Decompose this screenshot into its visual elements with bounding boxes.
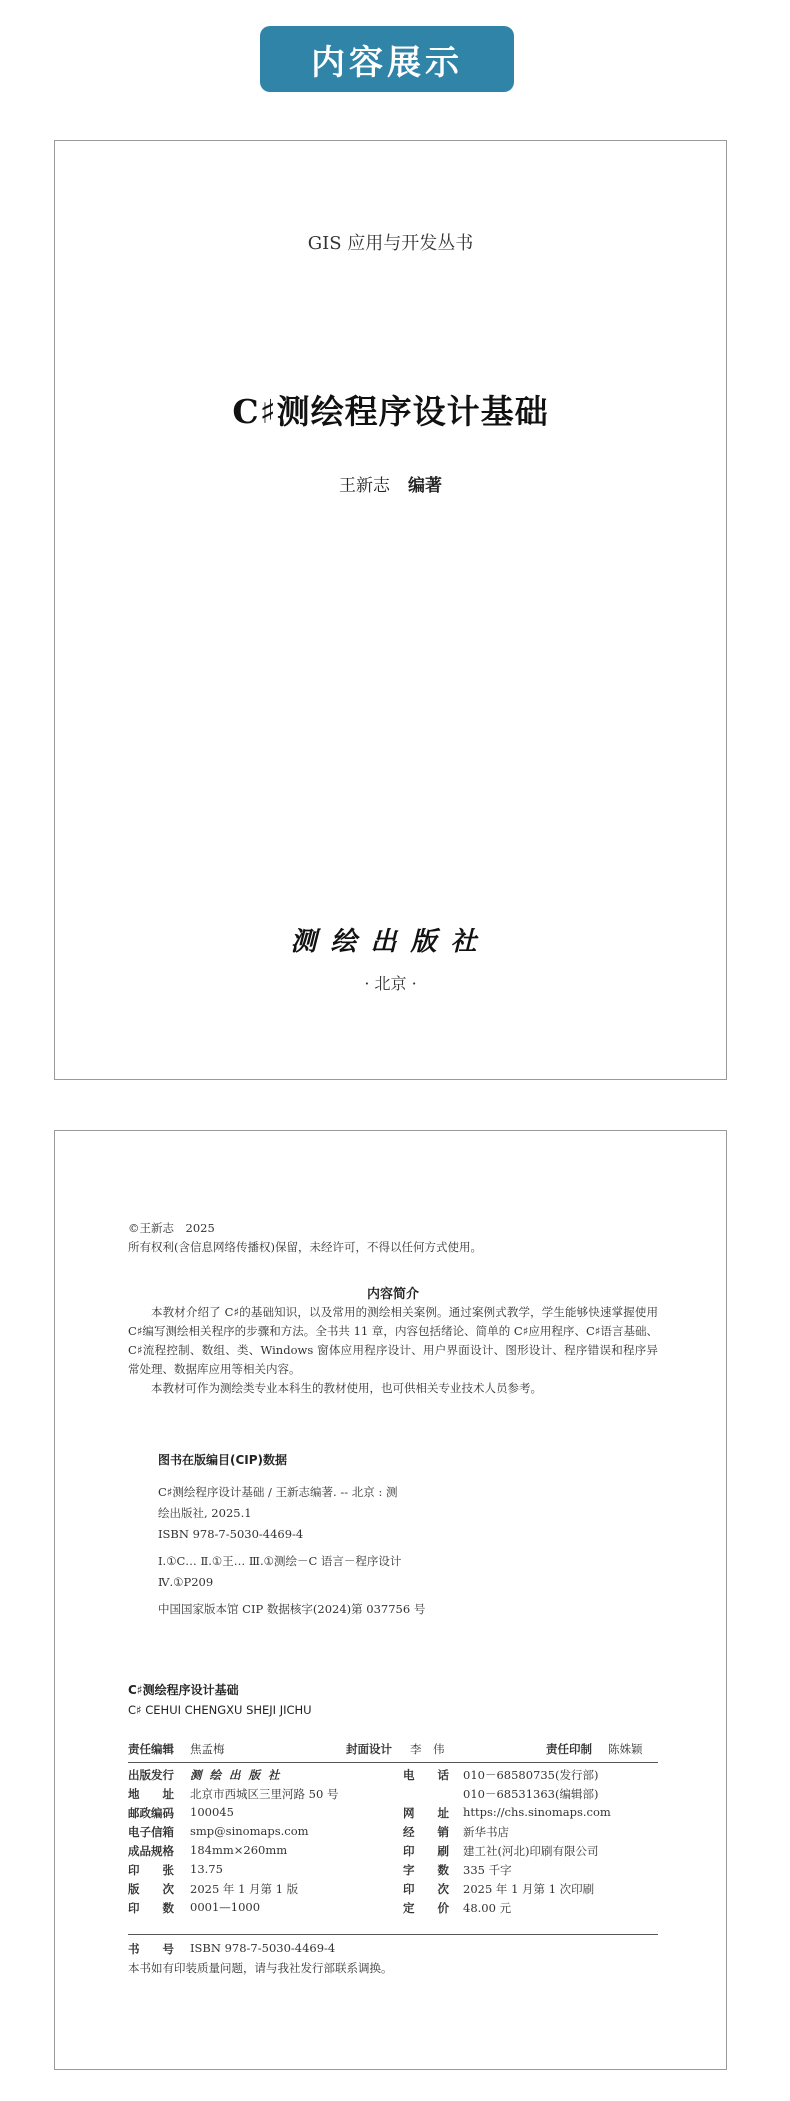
info-value-left: 测 绘 出 版 社: [190, 1768, 282, 1782]
designer-name: 李 伟: [410, 1742, 445, 1756]
info-value-right: 010－68531363(编辑部): [463, 1787, 599, 1801]
cip-line: C♯测绘程序设计基础 / 王新志编著. -- 北京 : 测: [158, 1485, 398, 1499]
info-label-right: 电 话: [403, 1768, 449, 1782]
isbn-value: ISBN 978-7-5030-4469-4: [190, 1941, 336, 1955]
intro-paragraph: 本教材介绍了 C♯的基础知识，以及常用的测绘相关案例。通过案例式教学，学生能够快速掌握使用 C♯编写测绘相关程序的步骤和方法。全书共 11 章，内容包括绪论、简单的 C♯应用程序、C♯语言基础、C♯流程控制、数组、类、Windows 窗体应用程序设计、用户界面设计、图形设计、程序错误和程序异常处理、数据库应用等相关内容。: [128, 1305, 658, 1376]
isbn-block: [128, 1941, 658, 1979]
cip-line: Ⅰ.①C… Ⅱ.①王… Ⅲ.①测绘－C 语言－程序设计: [158, 1554, 402, 1568]
info-label-left: 印 张: [128, 1863, 174, 1877]
cip-title: 图书在版编目(CIP)数据: [158, 1453, 288, 1467]
info-row: [128, 1881, 658, 1900]
intro-title: 内容简介: [366, 1287, 419, 1302]
copyright-owner: ©王新志 2025: [128, 1221, 215, 1235]
editor-label: 责任编辑: [128, 1742, 174, 1756]
isbn-label: 书 号: [128, 1942, 174, 1956]
printer-name: 陈姝颖: [608, 1742, 643, 1756]
info-value-right: 48.00 元: [463, 1901, 512, 1915]
publisher-logo: 测绘出版社: [290, 927, 491, 957]
info-row: [128, 1862, 658, 1881]
cip-line: Ⅳ.①P209: [158, 1575, 214, 1589]
author-role: 编著: [408, 476, 442, 496]
info-row: [128, 1786, 658, 1805]
info-label-left: 印 数: [128, 1901, 174, 1915]
info-row: [128, 1900, 658, 1919]
publisher-city: · 北京 ·: [364, 974, 417, 993]
info-value-left: smp@sinomaps.com: [190, 1824, 309, 1838]
info-row: [128, 1843, 658, 1862]
copyright-block: [128, 1219, 658, 1257]
info-label-left: 出版发行: [128, 1768, 174, 1782]
info-value-right: 建工社(河北)印刷有限公司: [463, 1844, 599, 1858]
book-title-pinyin: C♯ CEHUI CHENGXU SHEJI JICHU: [128, 1703, 312, 1717]
author-line: [55, 471, 726, 496]
designer-label: 封面设计: [346, 1742, 392, 1756]
divider: [128, 1762, 658, 1763]
intro-paragraph: 本教材可作为测绘类专业本科生的教材使用，也可供相关专业技术人员参考。: [151, 1381, 542, 1395]
info-row: [128, 1805, 658, 1824]
cip-block: [158, 1483, 488, 1621]
info-value-left: 2025 年 1 月第 1 版: [190, 1882, 299, 1896]
info-value-right: 335 千字: [463, 1863, 512, 1877]
copyright-page: [54, 1130, 727, 2070]
info-row: [128, 1767, 658, 1786]
printer-label: 责任印制: [546, 1742, 592, 1756]
info-label-right: 字 数: [403, 1863, 449, 1877]
info-value-left: 13.75: [190, 1862, 223, 1876]
cip-line: ISBN 978-7-5030-4469-4: [158, 1527, 304, 1541]
info-label-right: 印 次: [403, 1882, 449, 1896]
info-label-right: 定 价: [403, 1901, 449, 1915]
info-label-left: 邮政编码: [128, 1806, 174, 1820]
book-title-cn: C♯测绘程序设计基础: [128, 1683, 239, 1697]
publication-info: [128, 1767, 658, 1919]
info-label-left: 成品规格: [128, 1844, 174, 1858]
editor-name: 焦孟梅: [190, 1742, 225, 1756]
info-label-left: 电子信箱: [128, 1825, 174, 1839]
info-label-left: 版 次: [128, 1882, 174, 1896]
rights-statement: 所有权利(含信息网络传播权)保留，未经许可，不得以任何方式使用。: [128, 1240, 482, 1254]
section-banner: 内容展示: [260, 26, 514, 92]
info-value-left: 北京市西城区三里河路 50 号: [190, 1787, 339, 1801]
series-name: GIS 应用与开发丛书: [307, 233, 474, 254]
quality-notice: 本书如有印装质量问题，请与我社发行部联系调换。: [128, 1961, 393, 1975]
responsibility-row: [128, 1741, 658, 1759]
info-row: [128, 1824, 658, 1843]
cip-line: 中国国家版本馆 CIP 数据核字(2024)第 037756 号: [158, 1602, 426, 1616]
book-title: C♯测绘程序设计基础: [232, 392, 549, 431]
title-page: [54, 140, 727, 1080]
info-value-right: https://chs.sinomaps.com: [463, 1805, 611, 1819]
info-label-right: 网 址: [403, 1806, 449, 1820]
info-value-right: 2025 年 1 月第 1 次印刷: [463, 1882, 595, 1896]
info-value-right: 010－68580735(发行部): [463, 1768, 599, 1782]
info-value-left: 100045: [190, 1805, 234, 1819]
cip-line: 绘出版社, 2025.1: [158, 1506, 252, 1520]
info-value-left: 0001—1000: [190, 1900, 261, 1914]
info-label-right: 印 刷: [403, 1844, 449, 1858]
info-label-right: 经 销: [403, 1825, 449, 1839]
intro-text: [128, 1303, 658, 1398]
divider: [128, 1934, 658, 1935]
info-value-right: 新华书店: [463, 1825, 509, 1839]
author-name: 王新志: [339, 476, 390, 496]
info-value-left: 184mm×260mm: [190, 1843, 288, 1857]
info-label-left: 地 址: [128, 1787, 174, 1801]
